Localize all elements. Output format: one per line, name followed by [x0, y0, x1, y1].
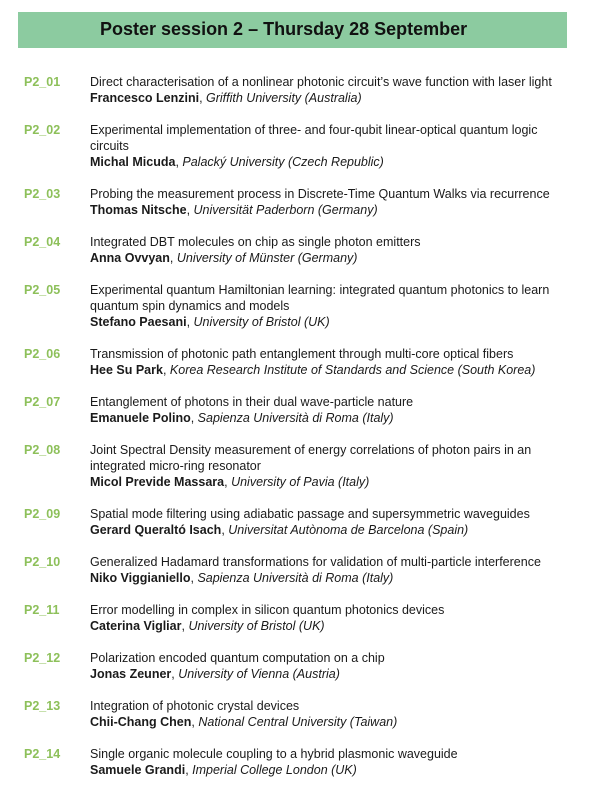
- poster-affiliation: University of Pavia (Italy): [231, 475, 370, 489]
- poster-code: P2_11: [24, 603, 60, 617]
- poster-affiliation: Sapienza Università di Roma (Italy): [197, 411, 394, 425]
- poster-entry: P2_07 Entanglement of photons in their dual wave-particle nature Emanuele Polino, Sapienza Università di Roma (Italy): [0, 394, 605, 426]
- poster-title: Integrated DBT molecules on chip as single photon emitters: [90, 235, 421, 249]
- poster-author: Caterina Vigliar: [90, 619, 182, 633]
- poster-affiliation: University of Münster (Germany): [176, 251, 358, 265]
- poster-affiliation: Griffith University (Australia): [206, 91, 362, 105]
- poster-entry: P2_08 Joint Spectral Density measurement of energy correlations of photon pairs in an integrated micro-ring resonator Micol Previde Massara, University of Pavia (Italy): [0, 442, 605, 490]
- poster-author: Michal Micuda: [90, 155, 176, 169]
- poster-entry: P2_13 Integration of photonic crystal devices Chii-Chang Chen, National Central University (Taiwan): [0, 698, 605, 730]
- poster-code: P2_04: [24, 235, 61, 249]
- poster-entry: P2_01 Direct characterisation of a nonlinear photonic circuit’s wave function with laser light Francesco Lenzini, Griffith University (Australia): [0, 74, 605, 106]
- poster-author: Niko Viggianiello: [90, 571, 191, 585]
- poster-entry: P2_12 Polarization encoded quantum computation on a chip Jonas Zeuner, University of Vienna (Austria): [0, 650, 605, 682]
- poster-code: P2_07: [24, 395, 61, 409]
- poster-entry: P2_05 Experimental quantum Hamiltonian learning: integrated quantum photonics to learn quantum spin dynamics and models Stefano Paesani, University of Bristol (UK): [0, 282, 605, 330]
- poster-entry: P2_02 Experimental implementation of three- and four-qubit linear-optical quantum logic circuits Michal Micuda, Palacký University (Czech Republic): [0, 122, 605, 170]
- poster-code: P2_10: [24, 555, 61, 569]
- poster-author: Micol Previde Massara: [90, 475, 225, 489]
- poster-code: P2_02: [24, 123, 61, 137]
- poster-title: Polarization encoded quantum computation on a chip: [90, 651, 385, 665]
- poster-entry: P2_11 Error modelling in complex in silicon quantum photonics devices Caterina Vigliar, University of Bristol (UK): [0, 602, 605, 634]
- poster-code: P2_03: [24, 187, 61, 201]
- poster-entry: P2_06 Transmission of photonic path entanglement through multi-core optical fibers Hee Su Park, Korea Research Institute of Standards and Science (South Korea): [0, 346, 605, 378]
- poster-author: Thomas Nitsche: [90, 203, 187, 217]
- poster-author: Stefano Paesani: [90, 315, 187, 329]
- poster-author: Anna Ovvyan: [90, 251, 170, 265]
- poster-affiliation: University of Vienna (Austria): [178, 667, 340, 681]
- poster-author: Samuele Grandi: [90, 763, 186, 777]
- poster-affiliation: National Central University (Taiwan): [198, 715, 398, 729]
- poster-affiliation: Sapienza Università di Roma (Italy): [197, 571, 394, 585]
- poster-code: P2_14: [24, 747, 61, 761]
- poster-affiliation: Korea Research Institute of Standards and Science (South Korea): [169, 363, 536, 377]
- poster-author: Francesco Lenzini: [90, 91, 200, 105]
- poster-entry: P2_03 Probing the measurement process in Discrete-Time Quantum Walks via recurrence Thomas Nitsche, Universität Paderborn (Germany): [0, 186, 605, 218]
- poster-author: Chii-Chang Chen: [90, 715, 192, 729]
- poster-title: Experimental quantum Hamiltonian learning: integrated quantum photonics to learn quantum spin dynamics and models: [90, 283, 550, 313]
- poster-title: Experimental implementation of three- and four-qubit linear-optical quantum logic circuits: [90, 123, 538, 153]
- poster-entry: P2_09 Spatial mode filtering using adiabatic passage and supersymmetric waveguides Gerard Queraltó Isach, Universitat Autònoma de Barcelona (Spain): [0, 506, 605, 538]
- poster-code: P2_09: [24, 507, 61, 521]
- poster-entry: P2_10 Generalized Hadamard transformations for validation of multi-particle interference Niko Viggianiello, Sapienza Università di Roma (Italy): [0, 554, 605, 586]
- poster-entry: P2_04 Integrated DBT molecules on chip as single photon emitters Anna Ovvyan, University of Münster (Germany): [0, 234, 605, 266]
- poster-title: Direct characterisation of a nonlinear photonic circuit’s wave function with laser light: [90, 75, 552, 89]
- poster-code: P2_05: [24, 283, 61, 297]
- poster-affiliation: Palacký University (Czech Republic): [182, 155, 384, 169]
- poster-author: Hee Su Park: [90, 363, 163, 377]
- poster-title: Error modelling in complex in silicon quantum photonics devices: [90, 603, 445, 617]
- poster-code: P2_06: [24, 347, 61, 361]
- session-title: Poster session 2 – Thursday 28 September: [100, 19, 468, 39]
- poster-title: Spatial mode filtering using adiabatic passage and supersymmetric waveguides: [90, 507, 530, 521]
- poster-author: Gerard Queraltó Isach: [90, 523, 222, 537]
- poster-title: Entanglement of photons in their dual wave-particle nature: [90, 395, 414, 409]
- poster-title: Single organic molecule coupling to a hybrid plasmonic waveguide: [90, 747, 458, 761]
- poster-entry: P2_14 Single organic molecule coupling to a hybrid plasmonic waveguide Samuele Grandi, Imperial College London (UK): [0, 746, 605, 778]
- poster-author: Jonas Zeuner: [90, 667, 172, 681]
- poster-affiliation: University of Bristol (UK): [193, 315, 330, 329]
- poster-title: Generalized Hadamard transformations for validation of multi-particle interference: [90, 555, 541, 569]
- poster-list: [0, 74, 605, 794]
- poster-title: Probing the measurement process in Discrete-Time Quantum Walks via recurrence: [90, 187, 550, 201]
- poster-code: P2_13: [24, 699, 61, 713]
- poster-title: Joint Spectral Density measurement of energy correlations of photon pairs in an integrated micro-ring resonator: [90, 443, 532, 473]
- poster-code: P2_08: [24, 443, 61, 457]
- session-header: [18, 12, 567, 48]
- poster-affiliation: University of Bristol (UK): [188, 619, 325, 633]
- poster-affiliation: Universitat Autònoma de Barcelona (Spain): [228, 523, 469, 537]
- poster-title: Integration of photonic crystal devices: [90, 699, 300, 713]
- poster-code: P2_01: [24, 75, 61, 89]
- poster-title: Transmission of photonic path entanglement through multi-core optical fibers: [90, 347, 514, 361]
- poster-code: P2_12: [24, 651, 61, 665]
- poster-affiliation: Imperial College London (UK): [192, 763, 357, 777]
- poster-author: Emanuele Polino: [90, 411, 191, 425]
- poster-affiliation: Universität Paderborn (Germany): [193, 203, 378, 217]
